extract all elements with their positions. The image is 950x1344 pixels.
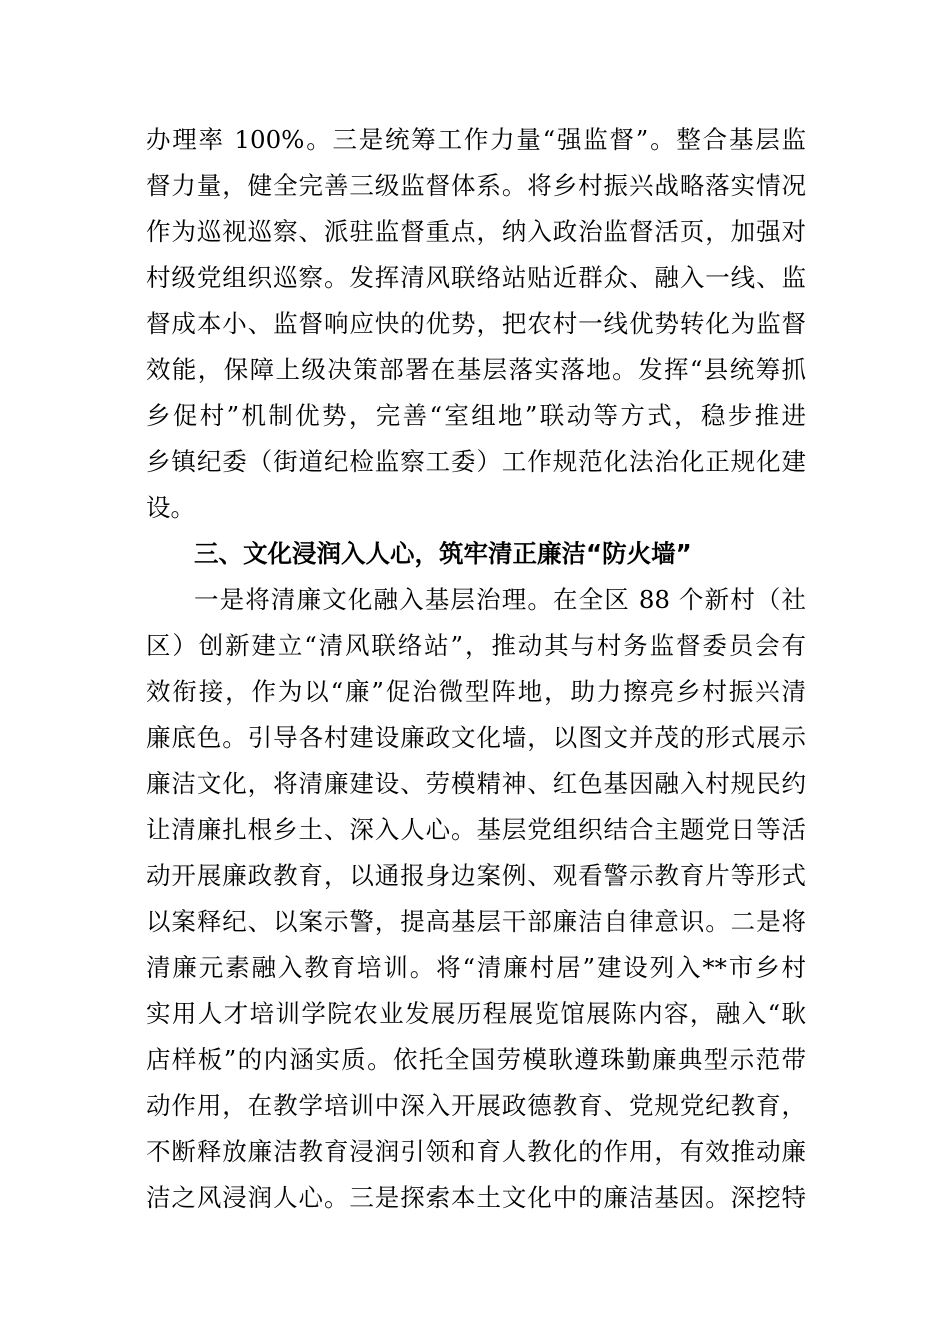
paragraph-line: 洁之风浸润人心。三是探索本土文化中的廉洁基因。深挖特 bbox=[146, 1183, 806, 1212]
paragraph-line: 实用人才培训学院农业发展历程展览馆展陈内容，融入“耿 bbox=[146, 999, 806, 1028]
paragraph-line: 作为巡视巡察、派驻监督重点，纳入政治监督活页，加强对 bbox=[146, 217, 806, 246]
paragraph-line: 以案释纪、以案示警，提高基层干部廉洁自律意识。二是将 bbox=[146, 907, 806, 936]
paragraph-line: 动作用，在教学培训中深入开展政德教育、党规党纪教育， bbox=[146, 1091, 806, 1120]
paragraph-line: 效能，保障上级决策部署在基层落实落地。发挥“县统筹抓 bbox=[146, 355, 806, 384]
paragraph-line: 一是将清廉文化融入基层治理。在全区 88 个新村（社 bbox=[194, 585, 806, 614]
paragraph-line: 廉洁文化，将清廉建设、劳模精神、红色基因融入村规民约 bbox=[146, 769, 806, 798]
paragraph-line: 乡镇纪委（街道纪检监察工委）工作规范化法治化正规化建 bbox=[146, 447, 806, 476]
paragraph-line: 设。 bbox=[146, 493, 195, 522]
paragraph-line: 效衔接，作为以“廉”促治微型阵地，助力擦亮乡村振兴清 bbox=[146, 677, 806, 706]
paragraph-line: 办理率 100%。三是统筹工作力量“强监督”。整合基层监 bbox=[146, 125, 806, 154]
paragraph-line: 督成本小、监督响应快的优势，把农村一线优势转化为监督 bbox=[146, 309, 806, 338]
paragraph-line: 乡促村”机制优势，完善“室组地”联动等方式，稳步推进 bbox=[146, 401, 806, 430]
paragraph-line: 区）创新建立“清风联络站”，推动其与村务监督委员会有 bbox=[146, 631, 806, 660]
section-heading: 三、文化浸润入人心，筑牢清正廉洁“防火墙” bbox=[194, 539, 692, 568]
paragraph-line: 店样板”的内涵实质。依托全国劳模耿遵珠勤廉典型示范带 bbox=[146, 1045, 806, 1074]
paragraph-line: 廉底色。引导各村建设廉政文化墙，以图文并茂的形式展示 bbox=[146, 723, 806, 752]
paragraph-line: 村级党组织巡察。发挥清风联络站贴近群众、融入一线、监 bbox=[146, 263, 806, 292]
paragraph-line: 督力量，健全完善三级监督体系。将乡村振兴战略落实情况 bbox=[146, 171, 806, 200]
paragraph-line: 清廉元素融入教育培训。将“清廉村居”建设列入**市乡村 bbox=[146, 953, 806, 982]
paragraph-line: 不断释放廉洁教育浸润引领和育人教化的作用，有效推动廉 bbox=[146, 1137, 806, 1166]
paragraph-line: 动开展廉政教育，以通报身边案例、观看警示教育片等形式 bbox=[146, 861, 806, 890]
paragraph-line: 让清廉扎根乡土、深入人心。基层党组织结合主题党日等活 bbox=[146, 815, 806, 844]
